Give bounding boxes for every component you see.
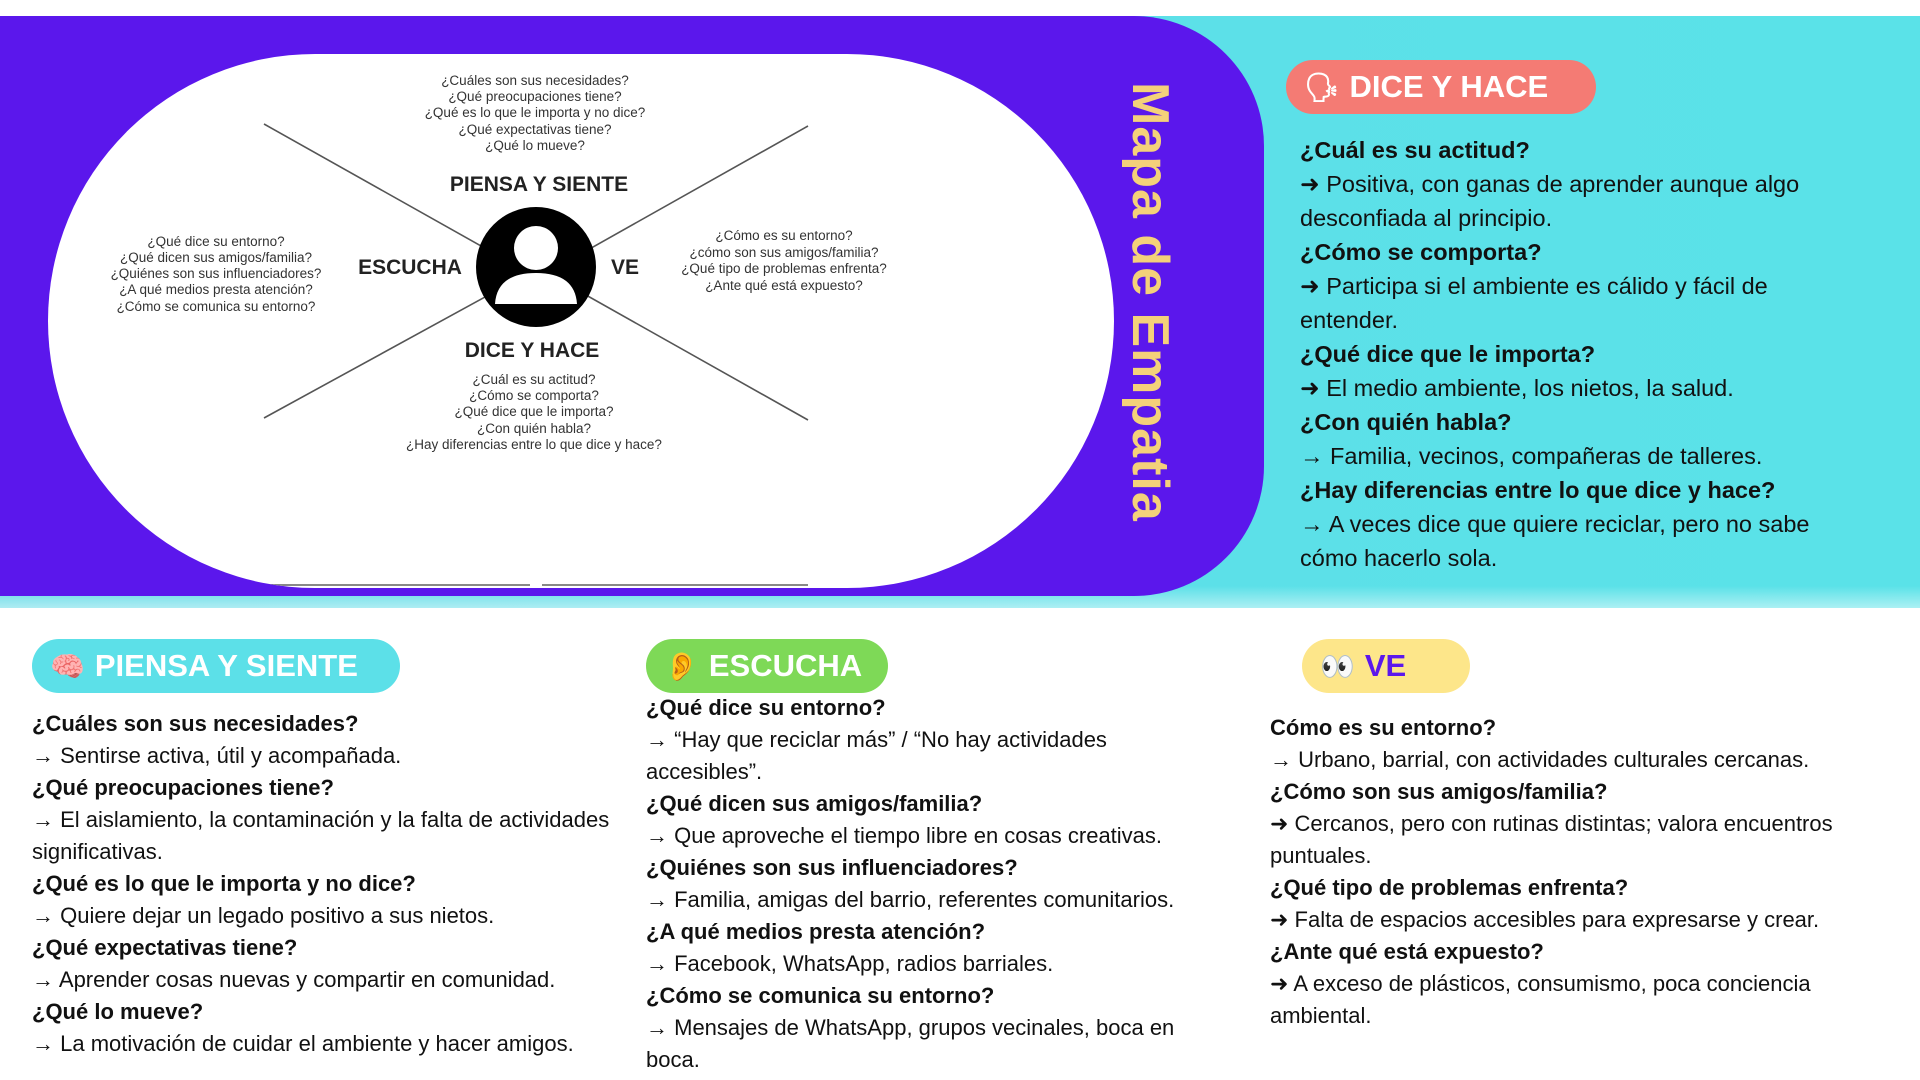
diagram-question: ¿Qué dice su entorno?: [147, 234, 285, 249]
answer: ➜ Cercanos, pero con rutinas distintas; valora encuentros puntuales.: [1270, 811, 1833, 868]
dice-y-hace-section: [1300, 133, 1860, 575]
diagram-questions-bottom: [406, 372, 662, 452]
diagram-question: ¿Ante qué está expuesto?: [705, 278, 863, 293]
diagram-question: ¿Qué expectativas tiene?: [458, 122, 612, 137]
eyes-icon: 👀: [1320, 649, 1355, 683]
answer: → El aislamiento, la contaminación y la falta de actividades significativas.: [32, 807, 610, 864]
diagram-question: ¿Cuál es su actitud?: [472, 372, 596, 387]
answer: ➜ Falta de espacios accesibles para expresarse y crear.: [1270, 907, 1820, 932]
diagram-svg: [48, 54, 1114, 588]
question: ¿Cómo se comporta?: [1300, 239, 1542, 265]
question: ¿Qué expectativas tiene?: [32, 935, 298, 960]
answer: → Mensajes de WhatsApp, grupos vecinales, boca en boca.: [646, 1015, 1175, 1072]
answer: ➜ Positiva, con ganas de aprender aunque algo desconfiada al principio.: [1300, 171, 1800, 231]
diagram-question: ¿Qué dice que le importa?: [454, 404, 614, 419]
answer: → Que aproveche el tiempo libre en cosas creativas.: [646, 823, 1163, 848]
diagram-label-left: ESCUCHA: [358, 256, 462, 279]
escucha-label: ESCUCHA: [708, 648, 863, 683]
diagram-question: ¿Cómo es su entorno?: [715, 228, 853, 243]
diagram-question: ¿Qué dicen sus amigos/familia?: [119, 250, 313, 265]
question: ¿Quiénes son sus influenciadores?: [646, 855, 1018, 880]
question: ¿Cómo se comunica su entorno?: [646, 983, 995, 1008]
answer: ➜ El medio ambiente, los nietos, la salud.: [1300, 375, 1734, 401]
diagram-question: ¿Qué preocupaciones tiene?: [448, 89, 622, 104]
diagram-questions-top: [425, 73, 646, 153]
answer: → Urbano, barrial, con actividades culturales cercanas.: [1270, 747, 1810, 772]
diagram-questions-left: [111, 234, 322, 314]
answer: → Quiere dejar un legado positivo a sus nietos.: [32, 903, 495, 928]
piensa-y-siente-label: PIENSA Y SIENTE: [94, 648, 358, 683]
question: ¿Con quién habla?: [1300, 409, 1512, 435]
answer: → Familia, vecinos, compañeras de talleres.: [1300, 443, 1763, 469]
question: ¿Qué es lo que le importa y no dice?: [32, 871, 416, 896]
diagram-questions-right: [681, 228, 887, 293]
dice-y-hace-label: DICE Y HACE: [1349, 69, 1549, 104]
question: ¿Qué dice que le importa?: [1300, 341, 1596, 367]
diagram-question: ¿Cómo se comunica su entorno?: [116, 299, 316, 314]
answer: → Facebook, WhatsApp, radios barriales.: [646, 951, 1054, 976]
answer: → Familia, amigas del barrio, referentes comunitarios.: [646, 887, 1175, 912]
diagram-label-top: PIENSA Y SIENTE: [449, 173, 629, 196]
question: ¿Cuál es su actitud?: [1300, 137, 1530, 163]
piensa-y-siente-header: [32, 639, 400, 693]
question: Cómo es su entorno?: [1270, 715, 1497, 740]
piensa-y-siente-section: [32, 708, 632, 1060]
question: ¿Qué tipo de problemas enfrenta?: [1270, 875, 1629, 900]
answer: → La motivación de cuidar el ambiente y hacer amigos.: [32, 1031, 574, 1056]
diagram-question: ¿Qué tipo de problemas enfrenta?: [681, 261, 887, 276]
answer: ➜ Participa si el ambiente es cálido y fácil de entender.: [1300, 273, 1768, 333]
ve-header: [1302, 639, 1470, 693]
diagram-label-right: VE: [610, 256, 640, 279]
diagram-question: ¿Quiénes son sus influenciadores?: [110, 266, 322, 281]
question: ¿Qué dicen sus amigos/familia?: [646, 791, 983, 816]
brain-icon: 🧠: [50, 649, 85, 683]
diagram-question: ¿Cómo se comporta?: [469, 388, 599, 403]
ear-icon: 👂: [664, 649, 699, 683]
top-strip: [0, 0, 1920, 16]
question: ¿Cómo son sus amigos/familia?: [1270, 779, 1608, 804]
user-avatar-icon: [476, 207, 596, 327]
answer: → “Hay que reciclar más” / “No hay actividades accesibles”.: [646, 727, 1107, 784]
question: ¿Qué preocupaciones tiene?: [32, 775, 334, 800]
speaking-head-icon: 🗣: [1304, 70, 1340, 104]
answer: ➜ A exceso de plásticos, consumismo, poca conciencia ambiental.: [1270, 971, 1811, 1028]
diagram-question: ¿Cuáles son sus necesidades?: [441, 73, 629, 88]
question: ¿Ante qué está expuesto?: [1270, 939, 1544, 964]
question: ¿Cuáles son sus necesidades?: [32, 711, 359, 736]
ve-label: VE: [1364, 648, 1407, 683]
answer: → A veces dice que quiere reciclar, pero no sabe cómo hacerlo sola.: [1300, 511, 1810, 571]
diagram-question: ¿cómo son sus amigos/familia?: [689, 245, 879, 260]
empathy-map-diagram: [48, 54, 1114, 588]
question: ¿A qué medios presta atención?: [646, 919, 986, 944]
page-title: [1106, 62, 1194, 542]
escucha-header: [646, 639, 888, 693]
answer: → Aprender cosas nuevas y compartir en comunidad.: [32, 967, 556, 992]
diagram-question: ¿A qué medios presta atención?: [119, 282, 313, 297]
question: ¿Hay diferencias entre lo que dice y hace?: [1300, 477, 1776, 503]
ve-section: [1270, 712, 1870, 1032]
dice-y-hace-header: [1286, 60, 1596, 114]
diagram-question: ¿Qué lo mueve?: [485, 138, 585, 153]
question: ¿Qué lo mueve?: [32, 999, 204, 1024]
diagram-question: ¿Hay diferencias entre lo que dice y hace?: [406, 437, 662, 452]
escucha-section: [646, 692, 1226, 1076]
diagram-question: ¿Con quién habla?: [476, 421, 592, 436]
empathy-map-panel: [0, 16, 1264, 596]
page-title-text: Mapa de Empatia: [1121, 82, 1179, 522]
answer: → Sentirse activa, útil y acompañada.: [32, 743, 402, 768]
diagram-question: ¿Qué es lo que le importa y no dice?: [424, 105, 646, 120]
question: ¿Qué dice su entorno?: [646, 695, 886, 720]
diagram-label-bottom: DICE Y HACE: [464, 339, 600, 362]
